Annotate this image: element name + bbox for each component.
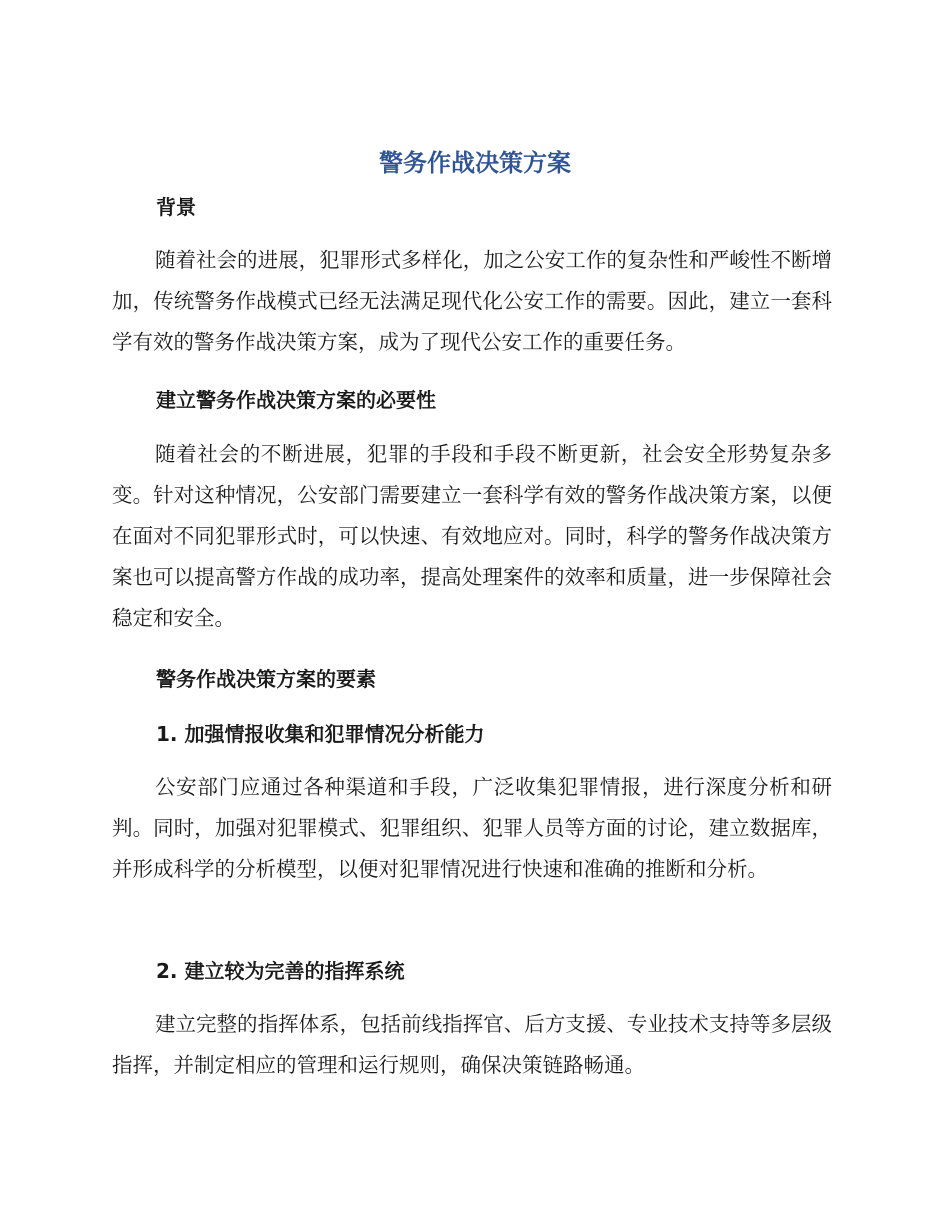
section-heading-elements: 警务作战决策方案的要素 [156,667,376,691]
section-heading-command: 2. 建立较为完善的指挥系统 [156,959,405,983]
document-title: 警务作战决策方案 [379,149,571,177]
section-paragraph-background: 随着社会的进展，犯罪形式多样化，加之公安工作的复杂性和严峻性不断增加，传统警务作战模式已经无法满足现代化公安工作的需要。因此，建立一套科学有效的警务作战决策方案，成为了现代公安工作的重要任务。 [112,248,832,354]
section-heading-intelligence: 1. 加强情报收集和犯罪情况分析能力 [156,722,485,746]
section-heading-background: 背景 [156,195,196,219]
section-paragraph-necessity: 随着社会的不断进展，犯罪的手段和手段不断更新，社会安全形势复杂多变。针对这种情况，公安部门需要建立一套科学有效的警务作战决策方案，以便在面对不同犯罪形式时，可以快速、有效地应对。同时，科学的警务作战决策方案也可以提高警方作战的成功率，提高处理案件的效率和质量，进一步保障社会稳定和安全。 [112,442,832,630]
section-paragraph-command: 建立完整的指挥体系，包括前线指挥官、后方支援、专业技术支持等多层级指挥，并制定相应的管理和运行规则，确保决策链路畅通。 [112,1012,832,1077]
section-paragraph-intelligence: 公安部门应通过各种渠道和手段，广泛收集犯罪情报，进行深度分析和研判。同时，加强对犯罪模式、犯罪组织、犯罪人员等方面的讨论，建立数据库，并形成科学的分析模型，以便对犯罪情况进行快速和准确的推断和分析。 [112,775,832,881]
section-heading-necessity: 建立警务作战决策方案的必要性 [156,388,436,412]
